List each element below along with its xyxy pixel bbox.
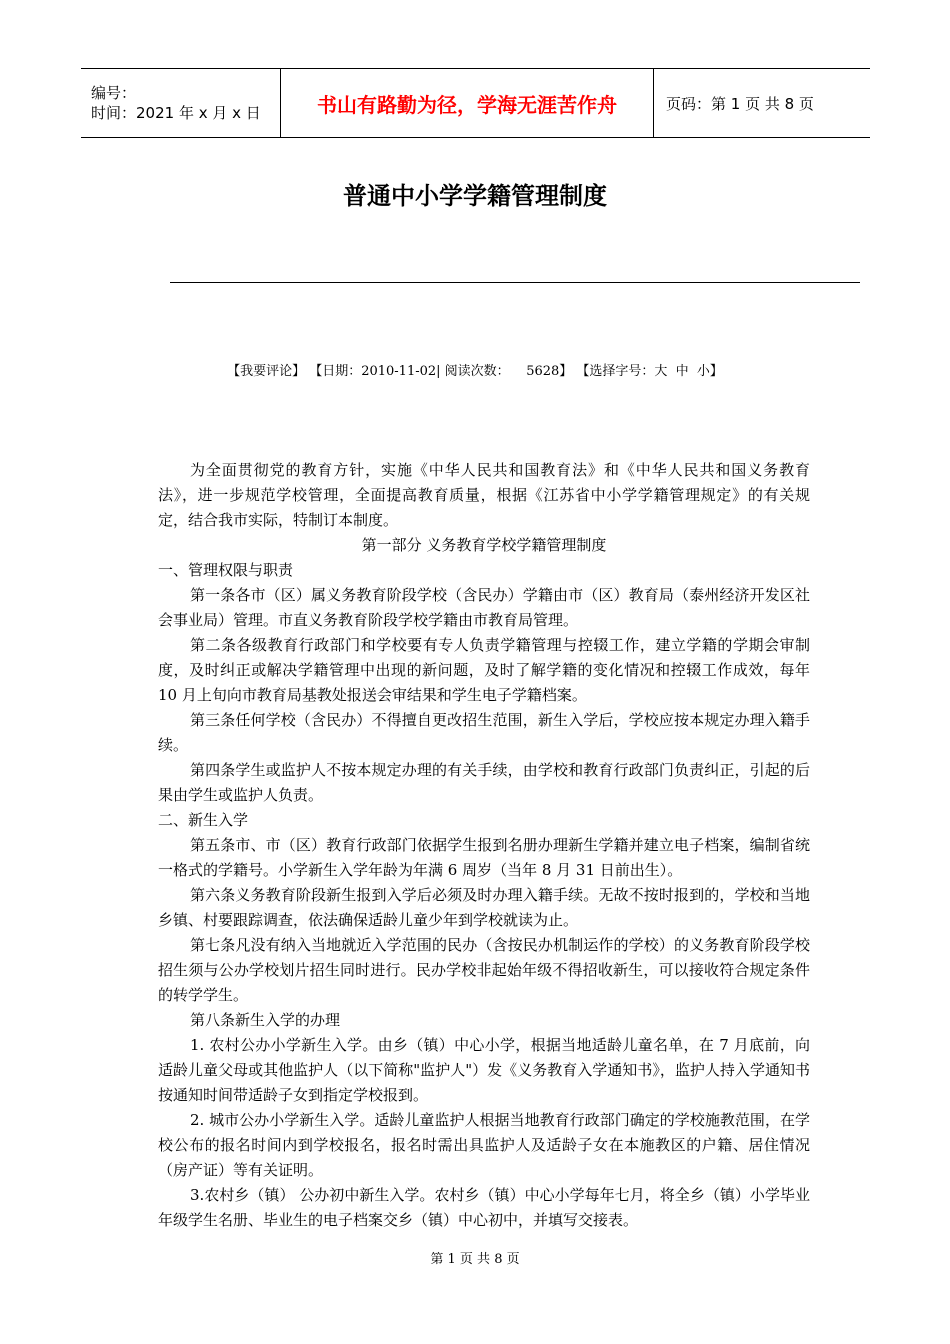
subsection-heading: 二、新生入学 xyxy=(158,811,249,829)
document-time-label: 时间：2021 年 x 月 x 日 xyxy=(91,104,261,122)
body-paragraph: 1. 农村公办小学新生入学。由乡（镇）中心小学，根据当地适龄儿童名单，在 7 月底前，向适龄儿童父母或其他监护人（以下简称"监护人"）发《义务教育入学通知书》，监护人持入学通知书按通知时间带适龄子女到指定学校报到。 xyxy=(158,1036,810,1104)
header-page-info: 页码：第 1 页 共 8 页 xyxy=(666,94,814,113)
document-number-label: 编号： xyxy=(91,84,137,102)
body-paragraph: 第七条凡没有纳入当地就近入学范围的民办（含按民办机制运作的学校）的义务教育阶段学校招生须与公办学校划片招生同时进行。民办学校非起始年级不得招收新生，可以接收符合规定条件的转学学生。 xyxy=(158,936,810,1004)
body-paragraph: 为全面贯彻党的教育方针，实施《中华人民共和国教育法》和《中华人民共和国义务教育法》，进一步规范学校管理，全面提高教育质量，根据《江苏省中小学学籍管理规定》的有关规定，结合我市实际，特制订本制度。 xyxy=(158,461,810,529)
body-paragraph: 3.农村乡（镇） 公办初中新生入学。农村乡（镇）中心小学每年七月，将全乡（镇）小学毕业年级学生名册、毕业生的电子档案交乡（镇）中心初中，并填写交接表。 xyxy=(158,1186,810,1229)
body-paragraph: 第八条新生入学的办理 xyxy=(190,1011,341,1029)
article-meta-bar: 【我要评论】 【日期：2010-11-02| 阅读次数： 5628】 【选择字号：大 中 小】 xyxy=(227,364,723,379)
document-body xyxy=(158,458,810,1233)
document-title: 普通中小学学籍管理制度 xyxy=(343,182,607,210)
header-info-cell xyxy=(81,69,281,137)
section-heading: 第一部分 义务教育学校学籍管理制度 xyxy=(361,536,607,554)
body-paragraph: 第六条义务教育阶段新生报到入学后必须及时办理入籍手续。无故不按时报到的，学校和当地乡镇、村要跟踪调查，依法确保适龄儿童少年到学校就读为止。 xyxy=(158,886,810,929)
page-footer: 第 1 页 共 8 页 xyxy=(430,1252,520,1267)
body-paragraph: 第三条任何学校（含民办）不得擅自更改招生范围，新生入学后，学校应按本规定办理入籍手续。 xyxy=(158,711,810,754)
body-paragraph: 第二条各级教育行政部门和学校要有专人负责学籍管理与控辍工作，建立学籍的学期会审制度，及时纠正或解决学籍管理中出现的新问题，及时了解学籍的变化情况和控辍工作成效，每年 10 月上旬向市教育局基教处报送会审结果和学生电子学籍档案。 xyxy=(158,636,810,704)
subsection-heading: 一、管理权限与职责 xyxy=(158,561,294,579)
body-paragraph: 2. 城市公办小学新生入学。适龄儿童监护人根据当地教育行政部门确定的学校施教范围，在学校公布的报名时间内到学校报名，报名时需出具监护人及适龄子女在本施教区的户籍、居住情况（房产证）等有关证明。 xyxy=(158,1111,810,1179)
body-paragraph: 第五条市、市（区）教育行政部门依据学生报到名册办理新生学籍并建立电子档案，编制省统一格式的学籍号。小学新生入学年龄为年满 6 周岁（当年 8 月 31 日前出生）。 xyxy=(158,836,810,879)
body-paragraph: 第一条各市（区）属义务教育阶段学校（含民办）学籍由市（区）教育局（泰州经济开发区社会事业局）管理。市直义务教育阶段学校学籍由市教育局管理。 xyxy=(158,586,810,629)
header-motto: 书山有路勤为径，学海无涯苦作舟 xyxy=(281,69,654,137)
document-header xyxy=(81,68,870,138)
title-divider xyxy=(170,282,860,283)
body-paragraph: 第四条学生或监护人不按本规定办理的有关手续，由学校和教育行政部门负责纠正，引起的后果由学生或监护人负责。 xyxy=(158,761,810,804)
